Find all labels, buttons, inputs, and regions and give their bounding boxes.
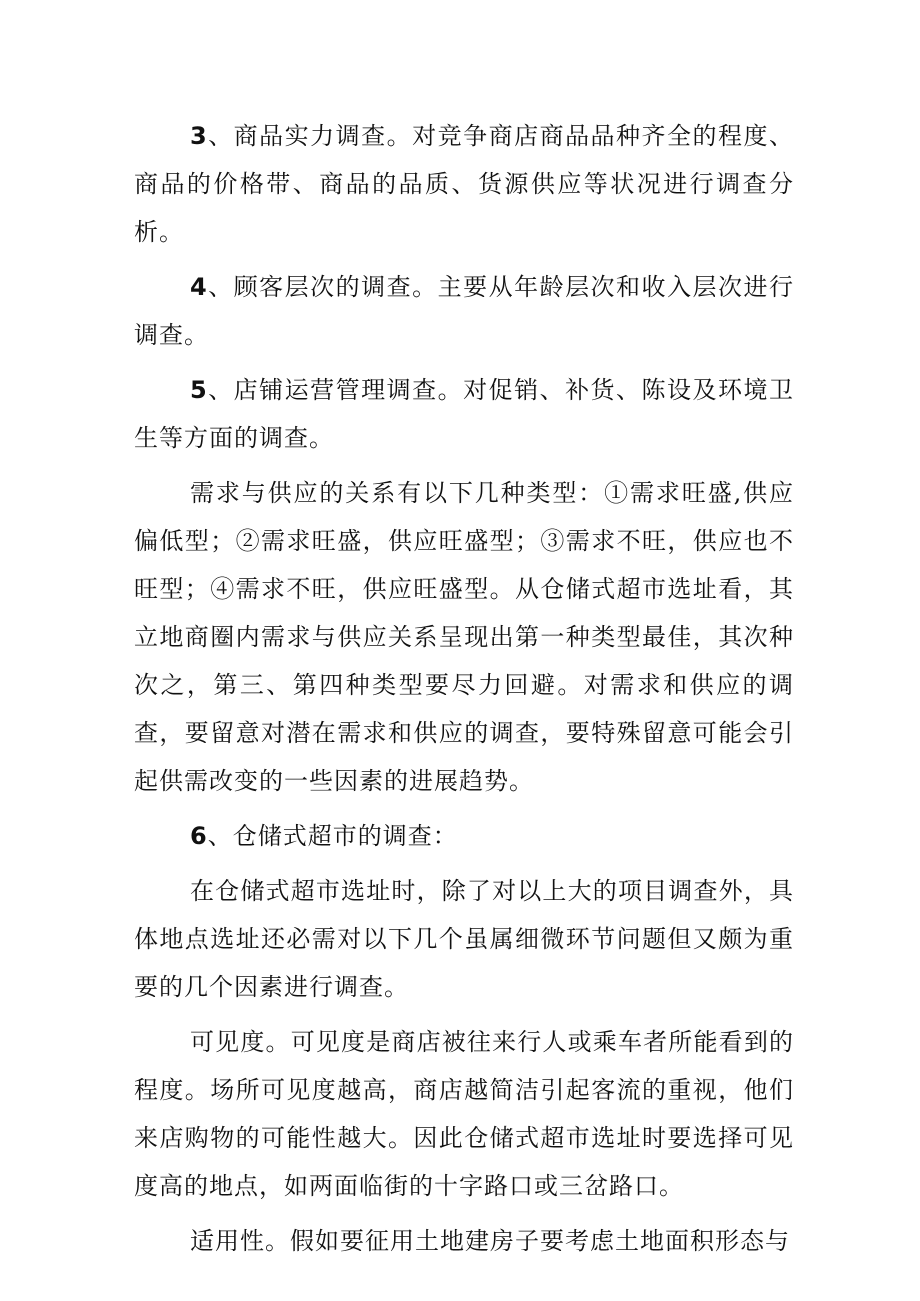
paragraph-number: 6 xyxy=(190,822,208,850)
paragraph-number: 4 xyxy=(190,273,208,301)
paragraph-text: 适用性。假如要征用土地建房子要考虑土地面积形态与 xyxy=(190,1227,790,1255)
paragraph-site-selection xyxy=(134,867,794,1011)
paragraph-number: 5 xyxy=(190,376,208,404)
paragraph-5 xyxy=(134,366,794,462)
paragraph-text: 、仓储式超市的调查： xyxy=(207,822,458,850)
paragraph-text: 需求与供应的关系有以下几种类型：①需求旺盛,供应偏低型；②需求旺盛，供应旺盛型；③需求不旺，供应也不旺型；④需求不旺，供应旺盛型。从仓储式超市选址看，其立地商圈内需求与供应关系呈现出第一种类型最佳，其次种次之，第三、第四种类型要尽力回避。对需求和供应的调查，要留意对潜在需求和供应的调查，要特殊留意可能会引起供需改变的一些因素的进展趋势。 xyxy=(134,479,794,795)
paragraph-visibility xyxy=(134,1018,794,1210)
paragraph-4 xyxy=(134,263,794,359)
paragraph-applicability xyxy=(134,1217,794,1265)
paragraph-text: 在仓储式超市选址时，除了对以上大的项目调查外，具体地点选址还必需对以下几个虽属细微环节问题但又颇为重要的几个因素进行调查。 xyxy=(134,877,794,1001)
paragraph-text: 、店铺运营管理调查。对促销、补货、陈设及环境卫生等方面的调查。 xyxy=(134,376,794,452)
paragraph-number: 3 xyxy=(190,122,208,150)
paragraph-text: 、商品实力调查。对竞争商店商品品种齐全的程度、商品的价格带、商品的品质、货源供应等状况进行调查分析。 xyxy=(134,122,794,246)
paragraph-6 xyxy=(134,812,794,860)
paragraph-3 xyxy=(134,112,794,256)
paragraph-text: 、顾客层次的调查。主要从年龄层次和收入层次进行调查。 xyxy=(134,273,794,349)
paragraph-supply-demand xyxy=(134,469,794,805)
document-body xyxy=(134,112,794,1272)
paragraph-text: 可见度。可见度是商店被往来行人或乘车者所能看到的程度。场所可见度越高，商店越简洁引起客流的重视，他们来店购物的可能性越大。因此仓储式超市选址时要选择可见度高的地点，如两面临街的十字路口或三岔路口。 xyxy=(134,1028,794,1200)
